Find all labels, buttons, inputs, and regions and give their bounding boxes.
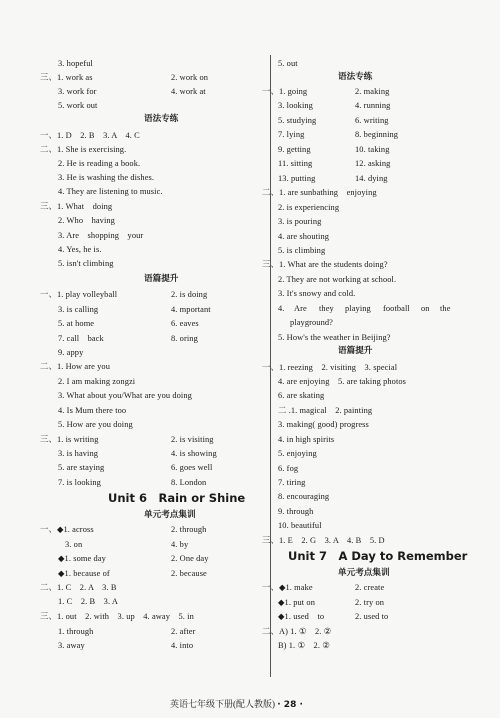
section-heading: 语法专练 — [338, 72, 373, 82]
answer-text: 6. writing — [355, 116, 389, 125]
answer-text: 1. through — [58, 627, 94, 636]
answer-text: 三、1. work as — [40, 73, 93, 82]
answer-text: ◆1. some day — [58, 554, 106, 563]
answer-text: 2. through — [171, 525, 207, 534]
answer-text: 5. isn't climbing — [58, 259, 114, 268]
answer-text: 3. He is washing the dishes. — [58, 173, 155, 182]
answer-text: 4. is showing — [171, 449, 217, 458]
answer-text: 2. I am making zongzi — [58, 377, 136, 386]
answer-text: 8. encouraging — [278, 492, 330, 501]
answer-text: 3. work for — [58, 87, 97, 96]
answer-text: 7. lying — [278, 130, 305, 139]
page-footer — [170, 698, 303, 711]
answer-text: 2. Who having — [58, 216, 115, 225]
answer-text: 3. What about you/What are you doing — [58, 391, 192, 400]
answer-text: 4. mportant — [171, 305, 211, 314]
answer-text: 6. are skating — [278, 391, 325, 400]
answer-text: 5. How are you doing — [58, 420, 133, 429]
answer-text: 二、1. How are you — [40, 362, 110, 371]
answer-text: 3. hopeful — [58, 59, 93, 68]
answer-text: the — [440, 304, 451, 313]
answer-text: 2. is experiencing — [278, 203, 340, 212]
answer-text: they — [319, 304, 334, 313]
answer-text: 5. is climbing — [278, 246, 326, 255]
answer-text: 2. He is reading a book. — [58, 159, 141, 168]
section-heading: 单元考点集训 — [144, 510, 196, 520]
answer-text: 7. tiring — [278, 478, 306, 487]
answer-text: 三、1. What doing — [40, 202, 113, 211]
answer-text: 3. away — [58, 641, 85, 650]
answer-text: 3. looking — [278, 101, 313, 110]
answer-text: 8. beginning — [355, 130, 399, 139]
answer-text: B) 1. ① 2. ② — [278, 641, 330, 650]
answer-text: 三、1. E 2. G 3. A 4. B 5. D — [262, 536, 385, 545]
answer-text: 2. is doing — [171, 290, 208, 299]
answer-text: 8. London — [171, 478, 207, 487]
answer-text: 3. on — [65, 540, 83, 549]
answer-text: 6. eaves — [171, 319, 199, 328]
answer-text: 11. sitting — [278, 159, 313, 168]
answer-text: 9. getting — [278, 145, 311, 154]
answer-text: on — [421, 304, 430, 313]
answer-text: 2. create — [355, 583, 385, 592]
answer-text: 2. because — [171, 569, 207, 578]
answer-text: 4. They are listening to music. — [58, 187, 163, 196]
answer-text: 3. is pouring — [278, 217, 322, 226]
answer-text: 2. is visiting — [171, 435, 214, 444]
answer-text: ◆1. because of — [58, 569, 110, 578]
answer-text: 3. is calling — [58, 305, 99, 314]
answer-text: 一、1. play volleyball — [40, 290, 118, 299]
answer-text: Are — [294, 304, 307, 313]
answer-text: 5. studying — [278, 116, 317, 125]
answer-text: 5. How's the weather in Beijing? — [278, 333, 391, 342]
answer-text: 5. enjoying — [278, 449, 317, 458]
page-number: · 28 · — [277, 700, 303, 710]
answer-text: 13. putting — [278, 174, 316, 183]
answer-text: 2. after — [171, 627, 196, 636]
answer-text: 3. It's snowy and cold. — [278, 289, 356, 298]
section-heading: 语篇提升 — [144, 274, 179, 284]
section-heading: 语法专练 — [144, 114, 179, 124]
answer-text: 6. goes well — [171, 463, 213, 472]
answer-text: playing — [345, 304, 371, 313]
answer-text: ◆1. put on — [278, 598, 315, 607]
answer-text: 二 .1. magical 2. painting — [278, 406, 373, 415]
section-heading: 语篇提升 — [338, 346, 373, 356]
answer-text: 一、◆1. across — [40, 525, 94, 534]
answer-text: 7. is looking — [58, 478, 101, 487]
answer-text: 5. at home — [58, 319, 95, 328]
answer-text: 5. out — [278, 59, 298, 68]
answer-text: 二、1. are sunbathing enjoying — [262, 188, 377, 197]
answer-text: 5. are staying — [58, 463, 105, 472]
answer-text: 9. appy — [58, 348, 84, 357]
answer-text: 14. dying — [355, 174, 388, 183]
answer-text: 二、1. She is exercising. — [40, 145, 127, 154]
answer-text: 10. beautiful — [278, 521, 322, 530]
answer-text: 一、◆1. make — [262, 583, 313, 592]
answer-text: 5. work out — [58, 101, 98, 110]
answer-text: 2. used to — [355, 612, 389, 621]
answer-text: 二、A) 1. ① 2. ② — [262, 627, 332, 636]
book-title: 英语七年级下册(配人教版) — [170, 699, 275, 709]
answer-text: 三、1. is writing — [40, 435, 99, 444]
answer-text: 4. Yes, he is. — [58, 245, 102, 254]
answer-text: 9. through — [278, 507, 314, 516]
answer-text: 3. Are shopping your — [58, 231, 144, 240]
answer-text: 4. work at — [171, 87, 206, 96]
answer-text: 一、1. going — [262, 87, 308, 96]
unit-title: Unit 7 A Day to Remember — [288, 549, 468, 563]
answer-text: 2. work on — [171, 73, 209, 82]
answer-text: 4. running — [355, 101, 391, 110]
answer-text: 2. try on — [355, 598, 385, 607]
answer-text: 7. call back — [58, 334, 104, 343]
answer-text: 6. fog — [278, 464, 299, 473]
answer-text: 2. making — [355, 87, 390, 96]
answer-text: 4. by — [171, 540, 189, 549]
answer-text: ◆1. used to — [278, 612, 325, 621]
answer-text: 4. in high spirits — [278, 435, 335, 444]
answer-text: playground? — [290, 318, 333, 327]
answer-text: 一、1. reezing 2. visiting 3. special — [262, 363, 398, 372]
answer-text: 一、1. D 2. B 3. A 4. C — [40, 131, 140, 140]
answer-text: 2. One day — [171, 554, 209, 563]
answer-text: 4. into — [171, 641, 194, 650]
answer-text: 4. — [278, 304, 285, 313]
unit-title: Unit 6 Rain or Shine — [108, 491, 246, 505]
answer-text: 8. oring — [171, 334, 198, 343]
answer-text: 三、1. out 2. with 3. up 4. away 5. in — [40, 612, 194, 621]
answer-text: 2. They are not working at school. — [278, 275, 397, 284]
answer-text: 12. asking — [355, 159, 391, 168]
section-heading: 单元考点集训 — [338, 568, 390, 578]
answer-text: 二、1. C 2. A 3. B — [40, 583, 117, 592]
answer-text: 1. C 2. B 3. A — [58, 597, 119, 606]
answer-text: 3. is having — [58, 449, 99, 458]
answer-text: 三、1. What are the students doing? — [262, 260, 388, 269]
answer-text: 3. making( good) progress — [278, 420, 369, 429]
answer-text: 4. are enjoying 5. are taking photos — [278, 377, 407, 386]
answer-text: 10. taking — [355, 145, 390, 154]
answer-text: football — [383, 304, 410, 313]
answer-text: 4. are shouting — [278, 232, 330, 241]
answer-text: 4. Is Mum there too — [58, 406, 127, 415]
